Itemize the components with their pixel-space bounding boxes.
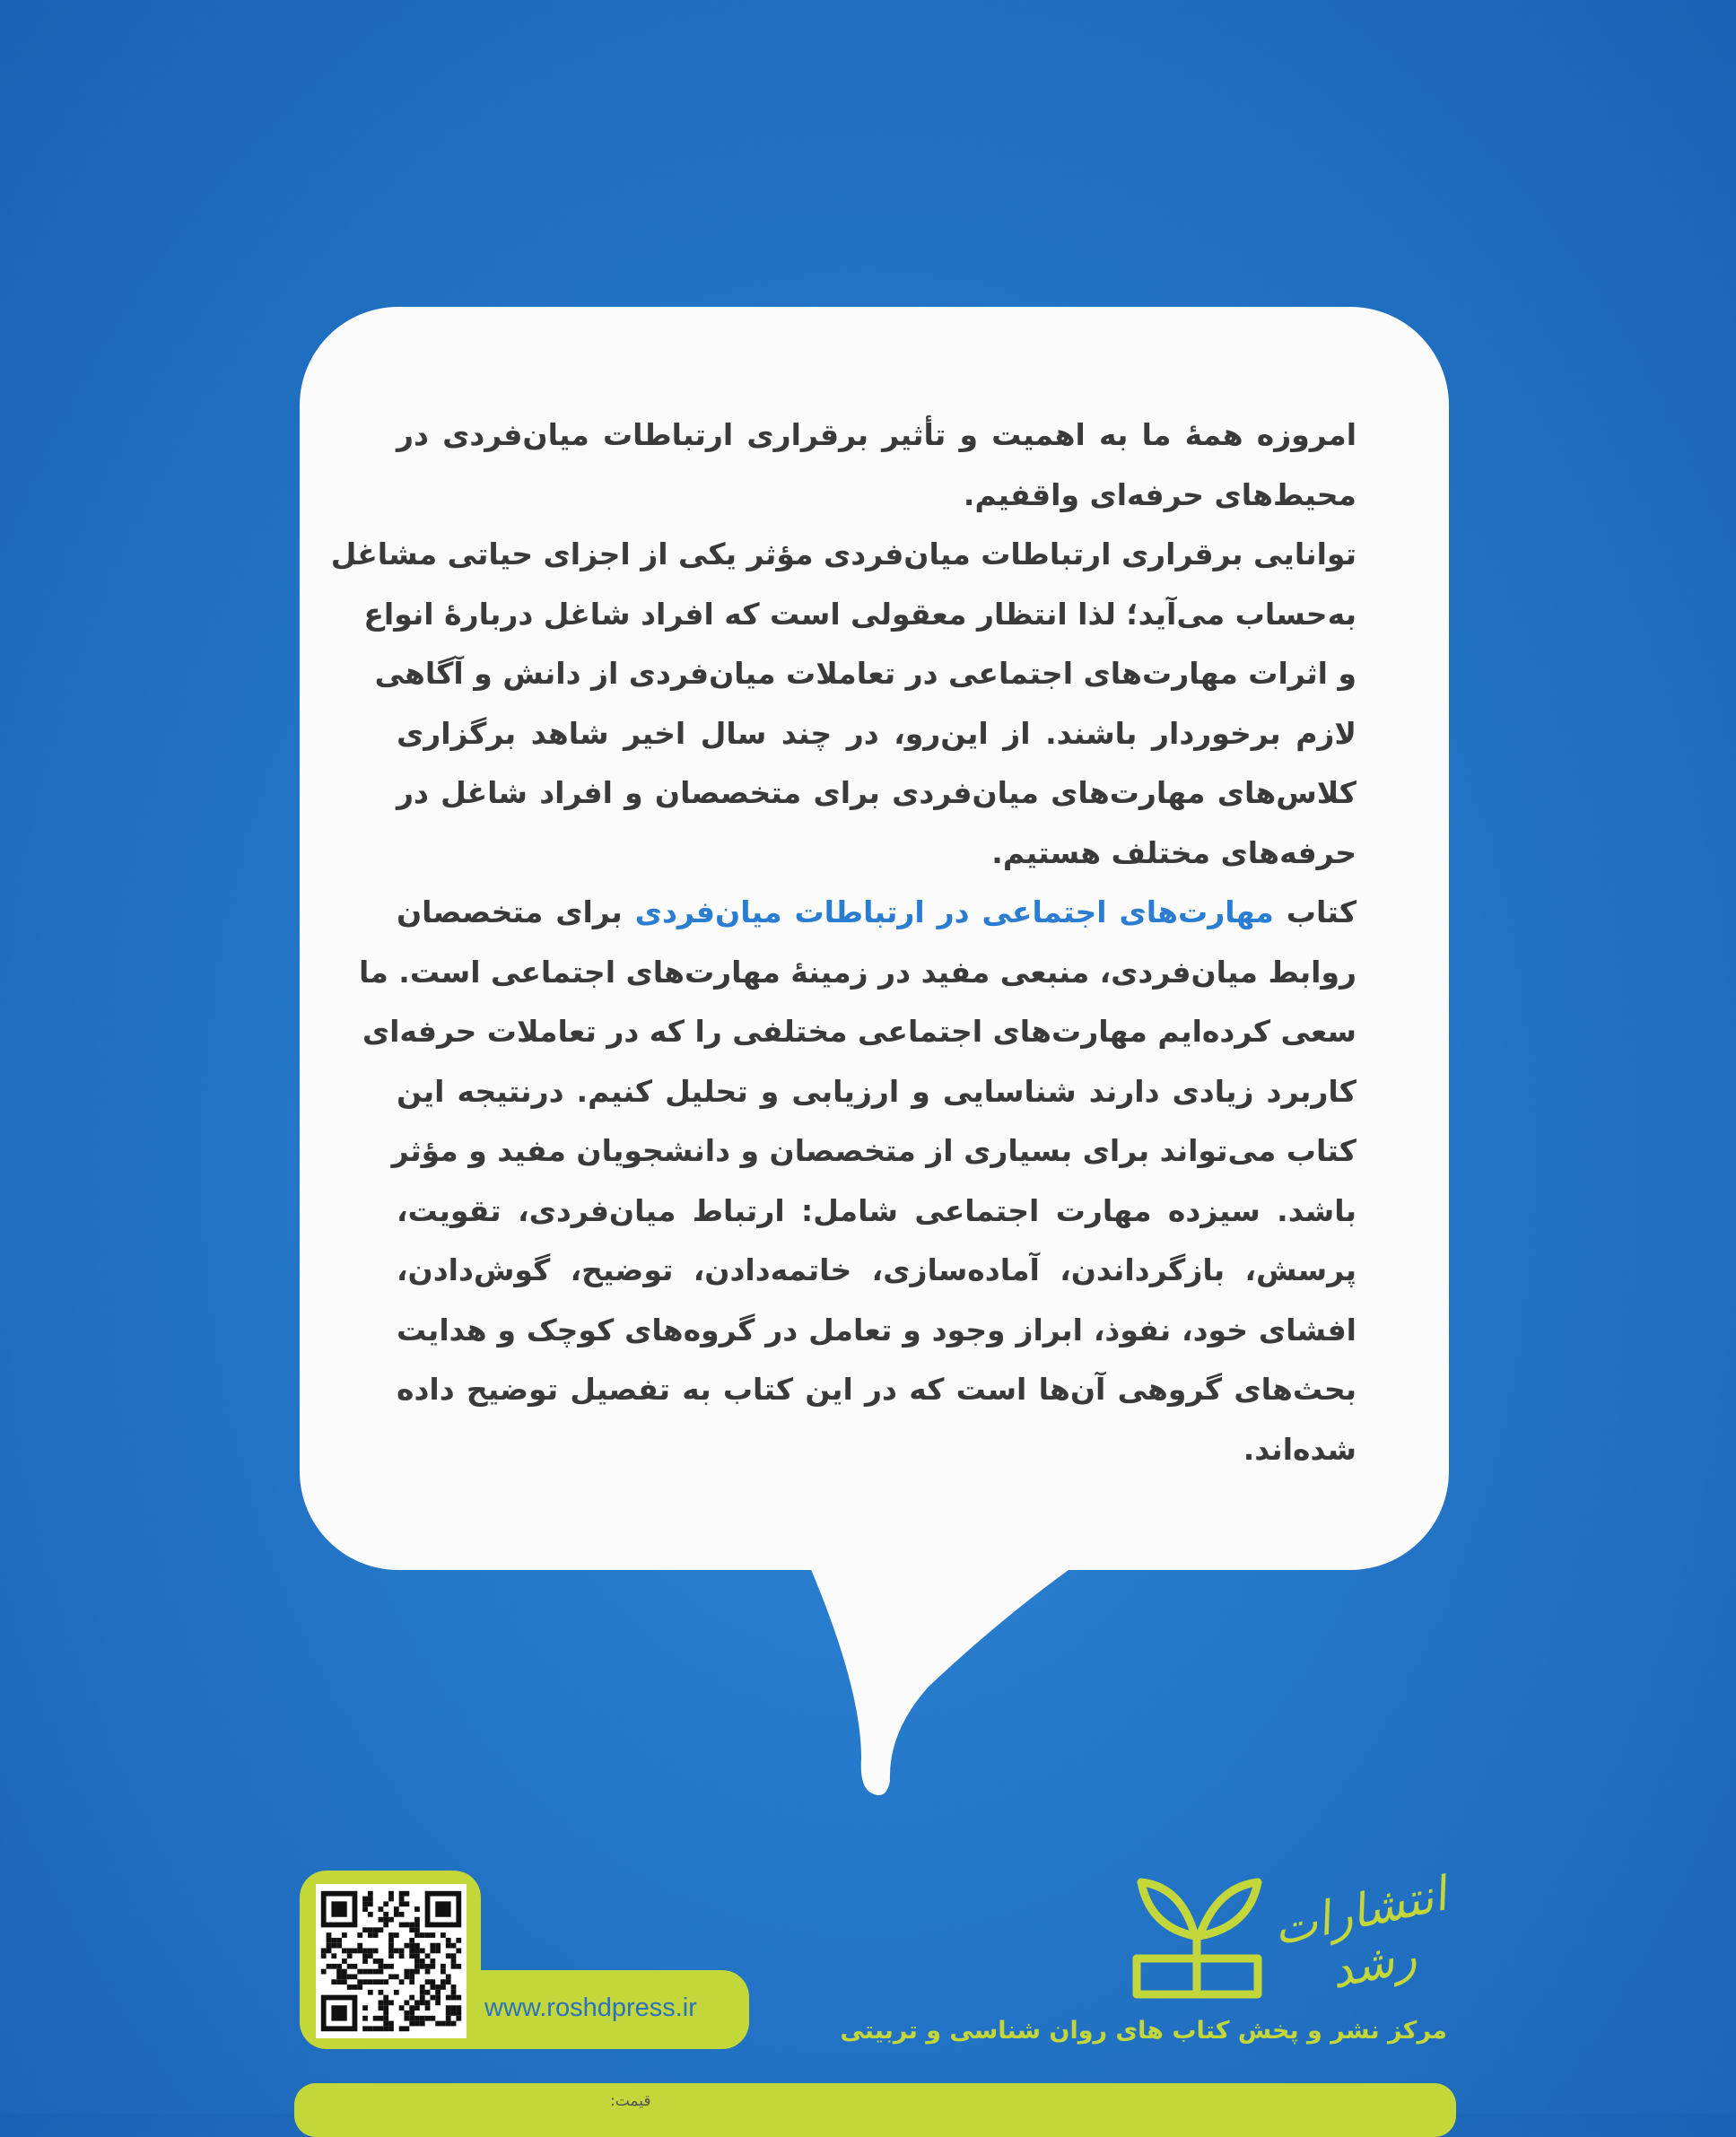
publisher-tagline: مرکز نشر و پخش کتاب های روان شناسی و تربیتی — [840, 2017, 1447, 2045]
price-label: قیمت: — [610, 2092, 651, 2110]
publisher-logo-sprout-book-icon — [1132, 1873, 1294, 1999]
blurb-line: و اثرات مهارت‌های اجتماعی در تعاملات میان‌فردی از دانش و آگاهی — [374, 656, 1357, 691]
website-link[interactable]: www.roshdpress.ir — [484, 1993, 697, 2022]
logo-wordmark: انتشارات رشد — [1268, 1867, 1452, 2000]
blurb-line: سعی کرده‌ایم مهارت‌های اجتماعی مختلفی را که در تعاملات حرفه‌ای — [362, 1014, 1357, 1049]
blurb-line-with-title — [397, 883, 1357, 943]
blurb-word: کتاب — [1286, 894, 1357, 929]
blurb-line: باشد. سیزده مهارت اجتماعی شامل: ارتباط میان‌فردی، تقویت، — [397, 1192, 1357, 1228]
blurb-line: کاربرد زیادی دارند شناسایی و ارزیابی و تحلیل کنیم. درنتیجه این — [397, 1073, 1357, 1109]
blurb-line: پرسش، بازگرداندن، آماده‌سازی، خاتمه‌دادن، توضیح، گوش‌دادن، — [397, 1252, 1357, 1287]
blurb-word: برای متخصصان — [397, 894, 623, 929]
blurb-line: توانایی برقراری ارتباطات میان‌فردی مؤثر یکی از اجزای حیاتی مشاغل — [330, 536, 1357, 571]
blurb-line: لازم برخوردار باشند. از این‌رو، در چند سال اخیر شاهد برگزاری — [397, 715, 1357, 751]
blurb-line: حرفه‌های مختلف هستیم. — [991, 834, 1357, 870]
blurb-line: افشای خود، نفوذ، ابراز وجود و تعامل در گروه‌های کوچک و هدایت — [397, 1312, 1357, 1348]
blurb-line: کلاس‌های مهارت‌های میان‌فردی برای متخصصان و افراد شاغل در — [397, 775, 1357, 810]
book-title: مهارت‌های اجتماعی در ارتباطات میان‌فردی — [634, 894, 1274, 929]
blurb-line: روابط میان‌فردی، منبعی مفید در زمینهٔ مهارت‌های اجتماعی است. ما — [358, 954, 1357, 990]
blurb-line: کتاب می‌تواند برای بسیاری از متخصصان و دانشجویان مفید و مؤثر — [391, 1133, 1357, 1168]
book-blurb — [330, 406, 1357, 1479]
blurb-line: محیط‌های حرفه‌ای واقفیم. — [963, 476, 1357, 512]
blurb-line: امروزه همهٔ ما به اهمیت و تأثیر برقراری ارتباطات میان‌فردی در — [397, 417, 1357, 452]
blurb-line: بحث‌های گروهی آن‌ها است که در این کتاب به تفصیل توضیح داده — [397, 1372, 1357, 1407]
blurb-line: شده‌اند. — [1243, 1431, 1357, 1467]
qr-code-icon[interactable] — [316, 1884, 467, 2038]
price-bar — [294, 2083, 1456, 2137]
blurb-line: به‌حساب می‌آید؛ لذا انتظار معقولی است که افراد شاغل دربارهٔ انواع — [363, 596, 1357, 632]
